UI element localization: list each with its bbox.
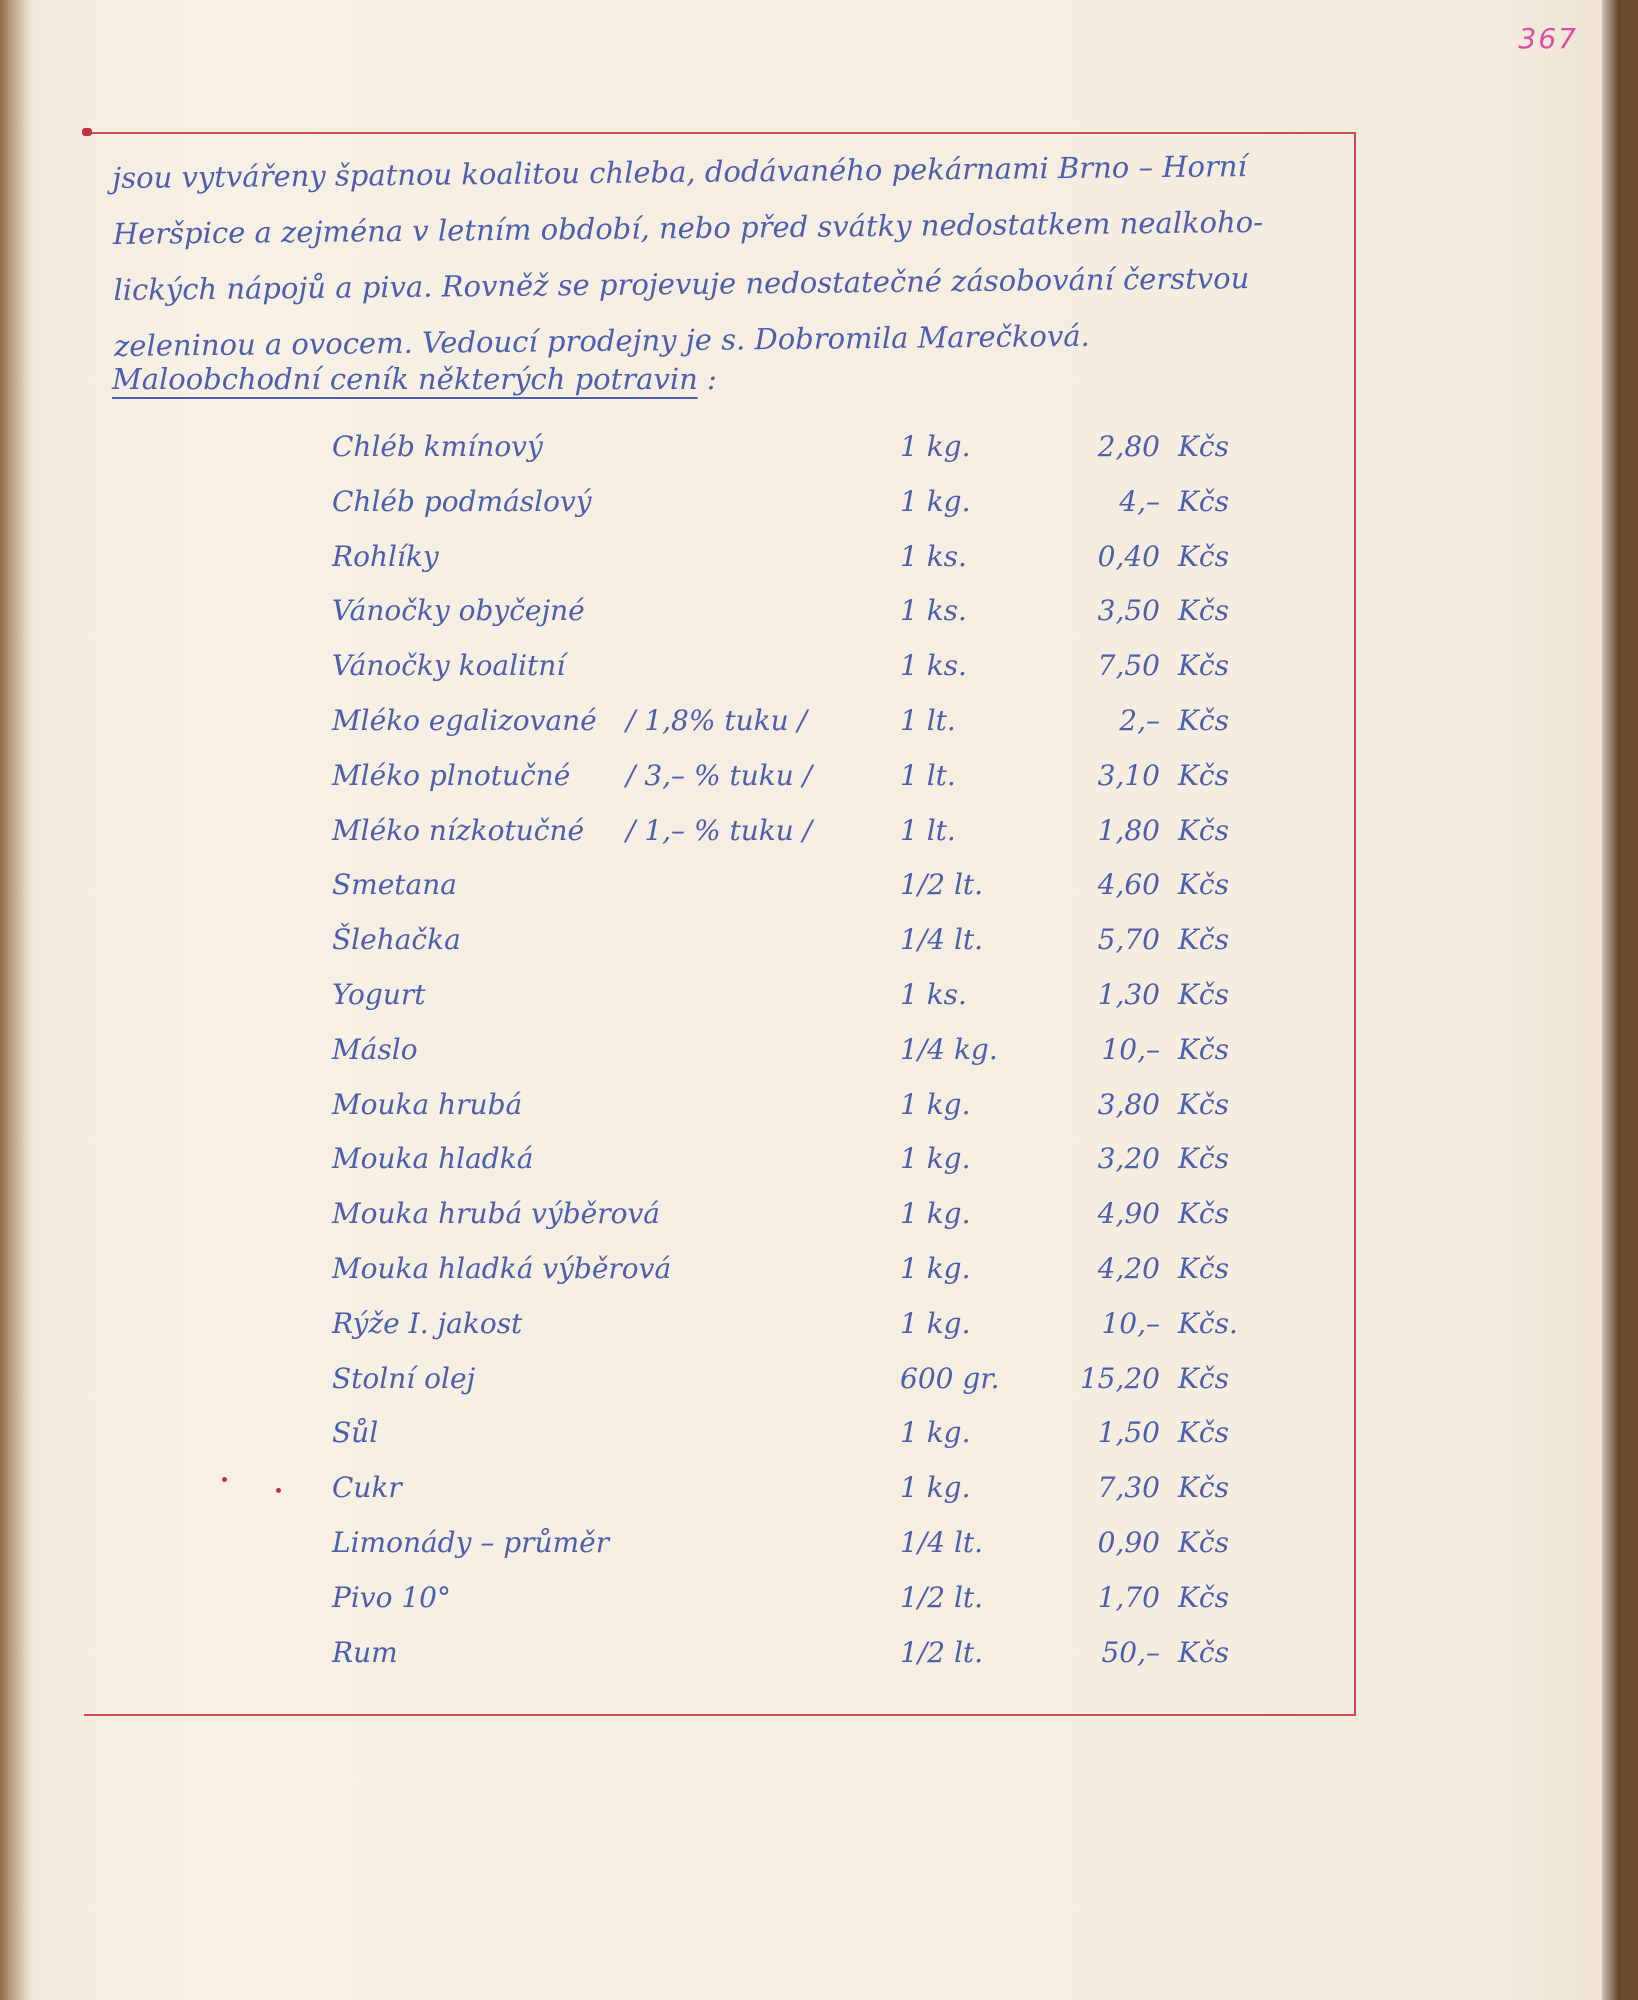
item-name: Vánočky obyčejné <box>332 594 585 628</box>
item-currency: Kčs <box>1178 430 1229 463</box>
item-quantity: 1 ks. <box>900 649 967 683</box>
item-currency: Kčs <box>1178 594 1229 628</box>
price-list-row <box>320 968 1229 1023</box>
intro-line: Heršpice a zejména v letním období, nebo před svátky nedostatkem nealkoho- <box>112 204 1264 251</box>
item-name: Mouka hrubá <box>332 1087 523 1121</box>
item-name: Mléko nízkotučné <box>332 813 585 847</box>
item-price: 1,50 <box>1097 1416 1160 1450</box>
item-quantity: 1 kg. <box>900 1416 971 1450</box>
item-name: Mouka hrubá výběrová <box>332 1197 660 1231</box>
item-quantity: 1 ks. <box>900 977 967 1011</box>
item-currency: Kčs. <box>1178 1306 1238 1340</box>
item-currency: Kčs <box>1178 1361 1229 1395</box>
ink-dot <box>276 1488 281 1493</box>
item-currency: Kčs <box>1178 1525 1229 1559</box>
item-name: Yogurt <box>332 977 426 1011</box>
item-currency: Kčs <box>1178 1580 1229 1614</box>
price-list-row <box>320 804 1229 859</box>
item-name: Mouka hladká <box>332 1142 534 1176</box>
price-list-row <box>320 420 1229 475</box>
intro-line: jsou vytvářeny špatnou koalitou chleba, dodávaného pekárnami Brno – Horní <box>112 149 1247 195</box>
item-currency: Kčs <box>1178 703 1229 737</box>
price-list-row <box>320 1023 1229 1078</box>
item-currency: Kčs <box>1178 758 1229 792</box>
item-price: 1,70 <box>1097 1580 1160 1614</box>
price-list-row <box>320 1187 1229 1242</box>
price-list-row <box>320 639 1229 694</box>
page-binding <box>0 0 32 2000</box>
item-note: / 1,8% tuku / <box>626 703 807 737</box>
item-name: Rohlíky <box>332 539 439 573</box>
item-price: 0,90 <box>1097 1525 1160 1559</box>
item-price: 2,80 <box>1097 430 1160 463</box>
item-name: Rýže I. jakost <box>332 1306 523 1340</box>
item-price: 3,20 <box>1097 1142 1160 1176</box>
item-quantity: 1 kg. <box>900 430 971 463</box>
intro-paragraph <box>112 137 1350 374</box>
item-quantity: 1 kg. <box>900 1251 971 1285</box>
item-price: 3,80 <box>1097 1087 1160 1121</box>
item-currency: Kčs <box>1178 977 1229 1011</box>
item-quantity: 1 kg. <box>900 1471 971 1505</box>
item-price: 7,50 <box>1097 649 1160 683</box>
item-quantity: 1 lt. <box>900 758 956 792</box>
ink-dot <box>222 1477 227 1482</box>
price-list-row <box>320 530 1229 585</box>
item-name: Chléb kmínový <box>332 430 543 463</box>
item-currency: Kčs <box>1178 1251 1229 1285</box>
item-name: Mouka hladká výběrová <box>332 1251 672 1285</box>
item-quantity: 1 ks. <box>900 594 967 628</box>
item-currency: Kčs <box>1178 813 1229 847</box>
item-price: 50,– <box>1101 1635 1160 1669</box>
frame-corner-mark <box>82 128 92 136</box>
price-list-row <box>320 1626 1229 1681</box>
item-name: Limonády – průměr <box>332 1525 610 1559</box>
price-list-heading-text: Maloobchodní ceník některých potravin <box>112 362 698 396</box>
item-name: Šlehačka <box>332 923 461 957</box>
item-name: Cukr <box>332 1471 402 1505</box>
item-quantity: 1 kg. <box>900 1197 971 1231</box>
item-note: / 1,– % tuku / <box>626 813 813 847</box>
item-name: Chléb podmáslový <box>332 484 592 518</box>
item-quantity: 1/2 lt. <box>900 1580 984 1614</box>
item-quantity: 1 ks. <box>900 539 967 573</box>
price-list-heading <box>112 362 717 396</box>
item-price: 15,20 <box>1079 1361 1160 1395</box>
item-currency: Kčs <box>1178 1416 1229 1450</box>
item-name: Stolní olej <box>332 1361 476 1395</box>
item-name: Pivo 10° <box>332 1580 451 1614</box>
item-currency: Kčs <box>1178 484 1229 518</box>
item-currency: Kčs <box>1178 1032 1229 1066</box>
item-currency: Kčs <box>1178 1471 1229 1505</box>
price-list-row <box>320 1242 1229 1297</box>
price-list-row <box>320 1078 1229 1133</box>
item-name: Vánočky koalitní <box>332 649 566 683</box>
item-currency: Kčs <box>1178 539 1229 573</box>
intro-line: zeleninou a ovocem. Vedoucí prodejny je s. Dobromila Marečková. <box>113 318 1090 363</box>
item-currency: Kčs <box>1178 1087 1229 1121</box>
intro-line: lických nápojů a piva. Rovněž se projevuje nedostatečné zásobování čerstvou <box>113 261 1250 307</box>
item-quantity: 1 kg. <box>900 484 971 518</box>
item-name: Máslo <box>332 1032 418 1066</box>
item-price: 3,50 <box>1097 594 1160 628</box>
item-price: 4,20 <box>1097 1251 1160 1285</box>
item-note: / 3,– % tuku / <box>626 758 813 792</box>
item-currency: Kčs <box>1178 649 1229 683</box>
page-number: 367 <box>1518 22 1578 55</box>
item-name: Smetana <box>332 868 457 902</box>
item-quantity: 1/4 lt. <box>900 1525 984 1559</box>
item-name: Mléko egalizované <box>332 703 597 737</box>
item-price: 2,– <box>1119 703 1160 737</box>
price-list-row <box>320 1297 1238 1352</box>
price-list-row <box>320 475 1229 530</box>
price-list-row <box>320 694 1229 749</box>
item-quantity: 1/2 lt. <box>900 868 984 902</box>
item-price: 10,– <box>1101 1306 1160 1340</box>
item-quantity: 1 lt. <box>900 813 956 847</box>
item-price: 10,– <box>1101 1032 1160 1066</box>
price-list-row <box>320 858 1229 913</box>
item-quantity: 1 kg. <box>900 1306 971 1340</box>
page-edge <box>1602 0 1620 2000</box>
heading-colon: : <box>707 362 717 396</box>
item-price: 0,40 <box>1097 539 1160 573</box>
item-quantity: 1 kg. <box>900 1142 971 1176</box>
item-price: 1,80 <box>1097 813 1160 847</box>
price-list-row <box>320 1132 1229 1187</box>
item-price: 4,90 <box>1097 1197 1160 1231</box>
price-list <box>320 420 1238 1680</box>
item-price: 3,10 <box>1097 758 1160 792</box>
price-list-row <box>320 1516 1229 1571</box>
item-name: Mléko plnotučné <box>332 758 571 792</box>
item-name: Sůl <box>332 1416 379 1450</box>
price-list-row <box>320 749 1229 804</box>
item-price: 4,– <box>1119 484 1160 518</box>
item-quantity: 600 gr. <box>900 1361 1000 1395</box>
item-quantity: 1/4 lt. <box>900 923 984 957</box>
item-quantity: 1/4 kg. <box>900 1032 998 1066</box>
price-list-row <box>320 1461 1229 1516</box>
item-currency: Kčs <box>1178 868 1229 902</box>
item-quantity: 1 kg. <box>900 1087 971 1121</box>
item-price: 4,60 <box>1097 868 1160 902</box>
item-quantity: 1/2 lt. <box>900 1635 984 1669</box>
item-price: 5,70 <box>1097 923 1160 957</box>
item-currency: Kčs <box>1178 923 1229 957</box>
item-currency: Kčs <box>1178 1197 1229 1231</box>
item-price: 1,30 <box>1097 977 1160 1011</box>
item-name: Rum <box>332 1635 398 1669</box>
price-list-row <box>320 1571 1229 1626</box>
item-currency: Kčs <box>1178 1635 1229 1669</box>
price-list-row <box>320 913 1229 968</box>
price-list-row <box>320 584 1229 639</box>
item-currency: Kčs <box>1178 1142 1229 1176</box>
item-quantity: 1 lt. <box>900 703 956 737</box>
price-list-row <box>320 1352 1229 1407</box>
price-list-row <box>320 1406 1229 1461</box>
item-price: 7,30 <box>1097 1471 1160 1505</box>
